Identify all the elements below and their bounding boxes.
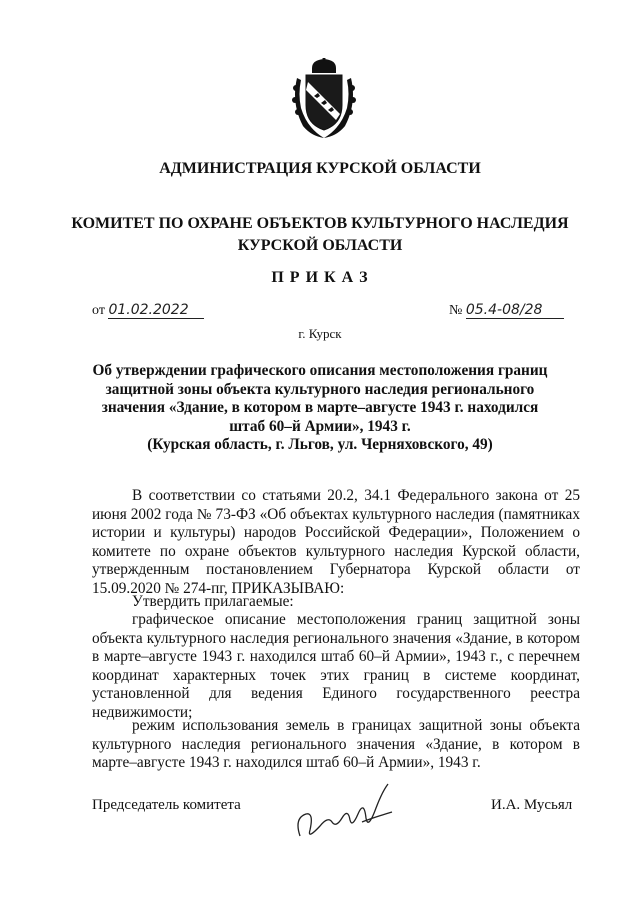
body-paragraph: режим использования земель в границах защитной зоны объекта культурного наследия регионального значения «Здание, в котором в марте–августе 1943 г. находился штаб 60–й Армии», 1943 г. xyxy=(92,717,580,771)
signatory-name: И.А. Мусьял xyxy=(491,797,573,813)
committee-name-line-1: КОМИТЕТ ПО ОХРАНЕ ОБЪЕКТОВ КУЛЬТУРНОГО НАСЛЕДИЯ xyxy=(71,215,569,232)
date-prefix: от xyxy=(92,303,105,318)
coat-of-arms-emblem xyxy=(289,58,359,140)
body-paragraph: В соответствии со статьями 20.2, 34.1 Федерального закона от 25 июня 2002 года № 73-ФЗ «Об объектах культурного наследия (памятниках истории и культуры) народов Российской Федерации», Положением о комитете по охране объектов культурного наследия Курской области, утвержденным постановлением Губернатора Курской области от 15.09.2020 № 274-пг, ПРИКАЗЫВАЮ: xyxy=(92,487,580,597)
title-line: защитной зоны объекта культурного наследия регионального xyxy=(105,380,535,398)
body-paragraph: графическое описание местоположения границ защитной зоны объекта культурного наследия регионального значения «Здание, в котором в марте–августе 1943 г. находился штаб 60–й Армии», 1943 г., с перечнем координат характерных точек этих границ в системе координат, установленной для ведения Единого государственного реестра недвижимости; xyxy=(92,611,580,721)
signatory-position: Председатель комитета xyxy=(92,797,241,813)
organization-name: АДМИНИСТРАЦИЯ КУРСКОЙ ОБЛАСТИ xyxy=(159,160,481,177)
committee-name-line-2: КУРСКОЙ ОБЛАСТИ xyxy=(237,237,403,254)
title-line: (Курская область, г. Льгов, ул. Черняховского, 49) xyxy=(147,436,493,453)
order-title xyxy=(0,362,640,455)
title-line: значения «Здание, в котором в марте–августе 1943 г. находился xyxy=(101,399,539,416)
title-line: штаб 60–й Армии», 1943 г. xyxy=(229,417,411,435)
body-paragraph: Утвердить прилагаемые: xyxy=(132,593,294,610)
order-date xyxy=(92,302,204,319)
committee-name xyxy=(0,213,640,257)
number-prefix: № xyxy=(449,303,463,318)
document-type: П Р И К А З xyxy=(271,269,369,286)
city: г. Курск xyxy=(298,326,342,341)
date-value: 01.02.2022 xyxy=(108,302,204,319)
order-number xyxy=(449,302,564,319)
handwritten-signature xyxy=(292,778,412,844)
number-value: 05.4-08/28 xyxy=(466,302,564,319)
crown-icon xyxy=(312,58,336,73)
title-line: Об утверждении графического описания местоположения границ xyxy=(92,362,548,379)
